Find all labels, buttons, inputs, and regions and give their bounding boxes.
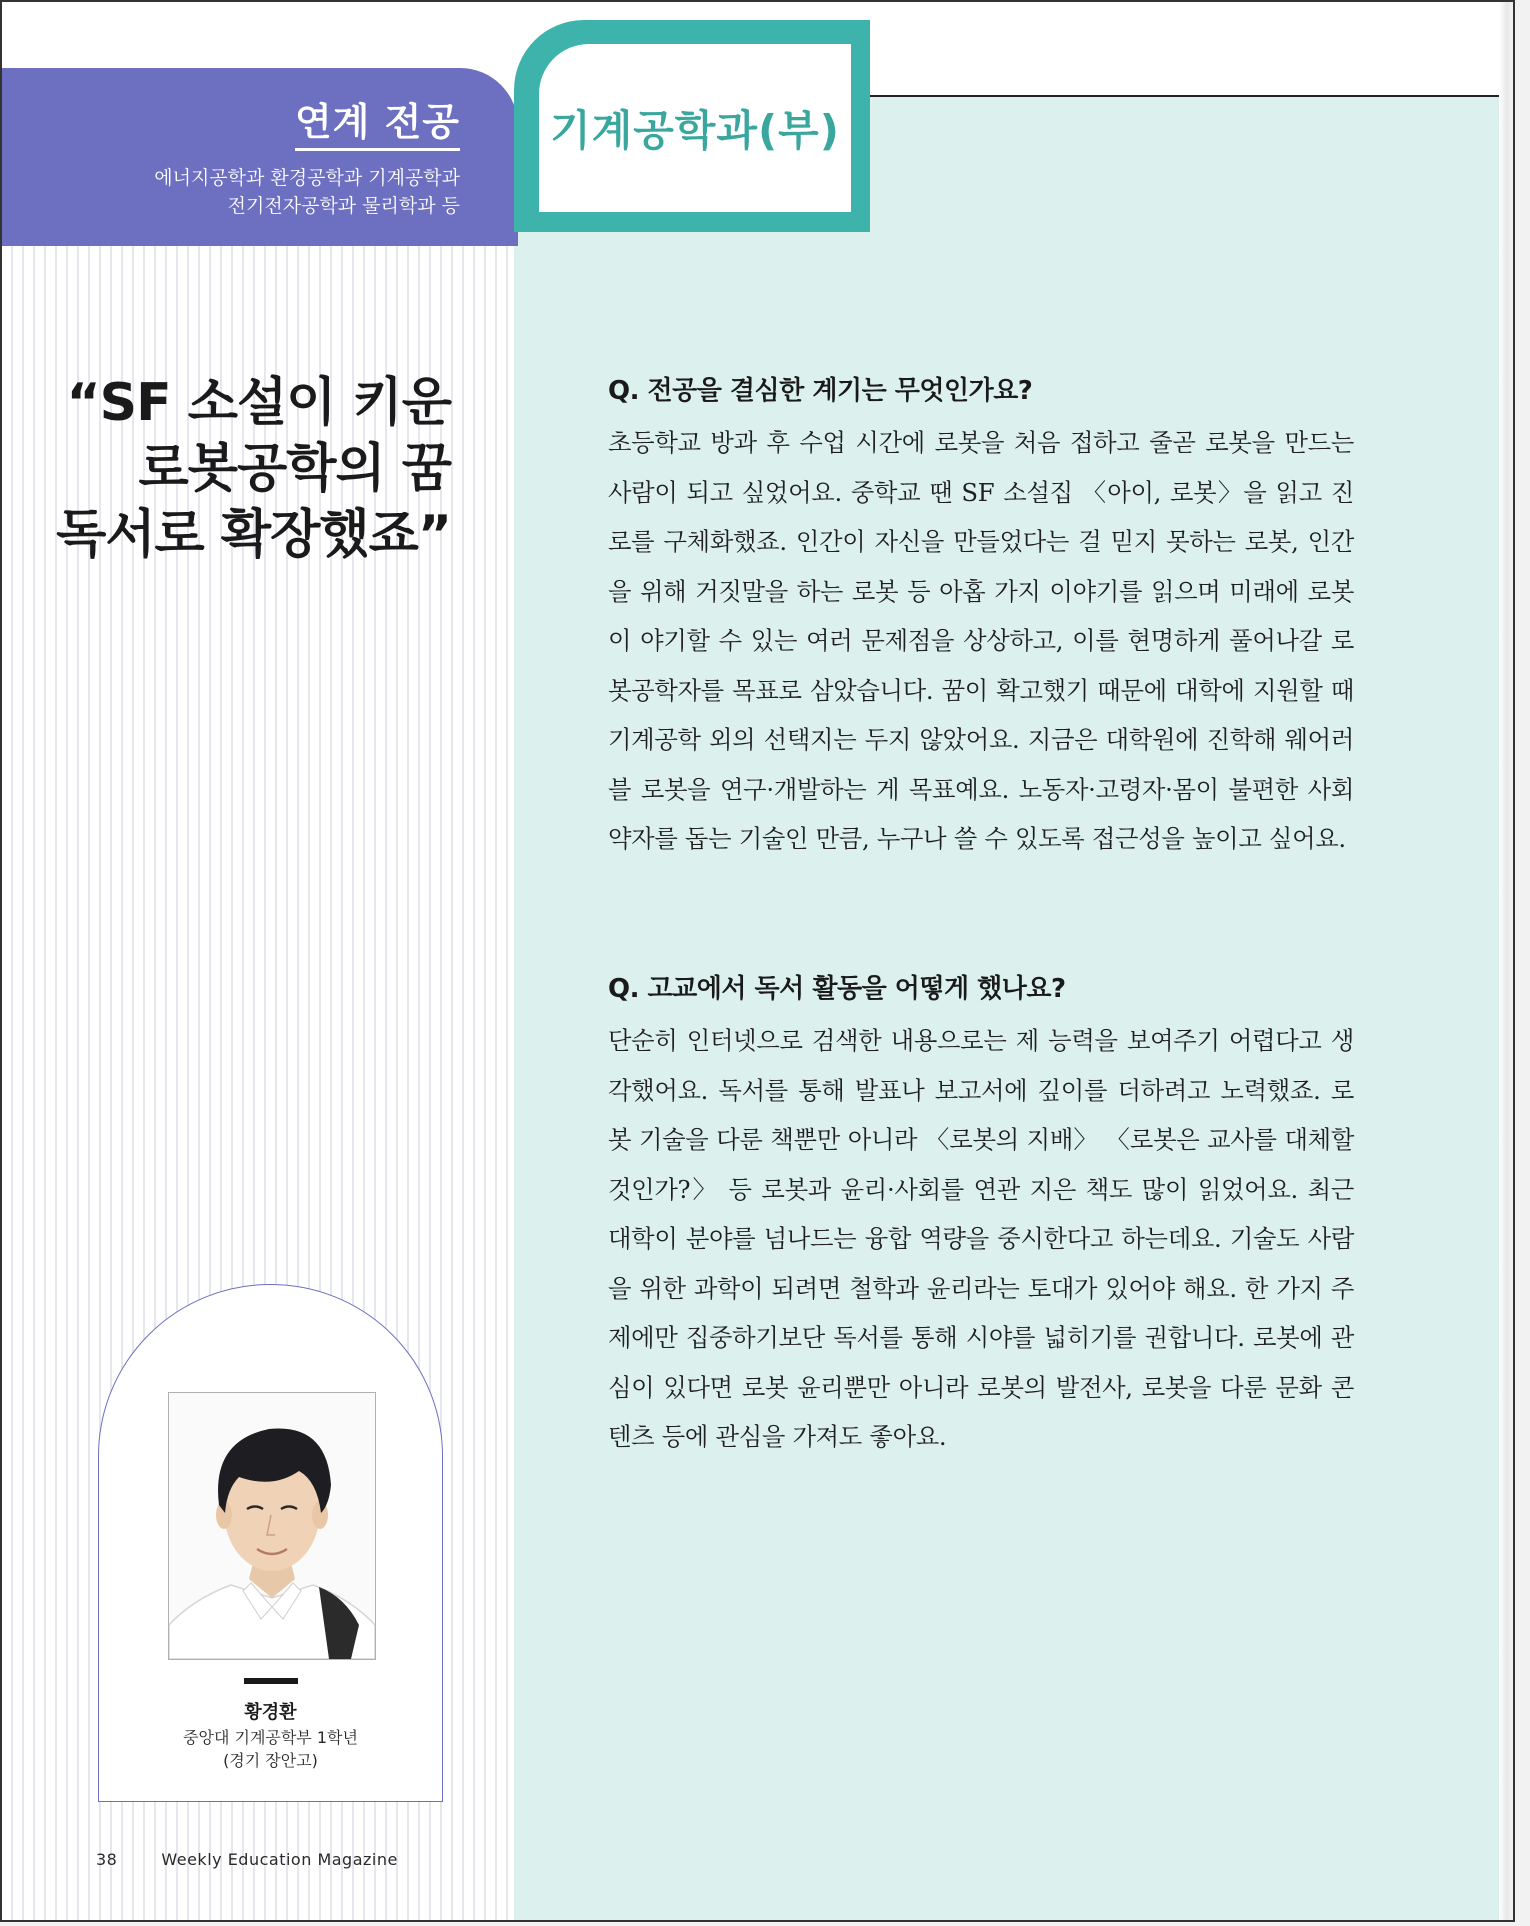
related-majors-list [154, 164, 460, 220]
header-rule [866, 95, 1515, 97]
quote-line: 독서로 확장했죠” [56, 505, 451, 565]
page-edge [1499, 2, 1515, 1922]
person-name: 황경환 [244, 1702, 297, 1723]
person-info [98, 1726, 443, 1772]
name-divider [244, 1678, 298, 1684]
person-school: (경기 장안고) [223, 1751, 318, 1770]
related-majors-line: 전기전자공학과 물리학과 등 [227, 195, 460, 217]
answer-text: 단순히 인터넷으로 검색한 내용으로는 제 능력을 보여주기 어렵다고 생각했어요. 독서를 통해 발표나 보고서에 깊이를 더하려고 노력했죠. 로봇 기술을 다룬 책뿐만 아니라 〈로봇의 지배〉 〈로봇은 교사를 대체할 것인가?〉 등 로봇과 윤리·사회를 연관 지은 책도 많이 읽었어요. 최근 대학이 분야를 넘나드는 융합 역량을 중시한다고 하는데요. 기술도 사람을 위한 과학이 되려면 철학과 윤리라는 토대가 있어야 해요. 한 가지 주제에만 집중하기보단 독서를 통해 시야를 넓히기를 권합니다. 로봇에 관심이 있다면 로봇 윤리뿐만 아니라 로봇의 발전사, 로봇을 다룬 문화 콘텐츠 등에 관심을 가져도 좋아요. [608, 1026, 1354, 1451]
page-footer [96, 1850, 398, 1869]
qa-block [608, 374, 1354, 864]
related-majors-title: 연계 전공 [295, 98, 460, 151]
department-title: 기계공학과(부) [550, 106, 840, 155]
related-majors-band [2, 68, 518, 246]
headline-quote [56, 370, 451, 568]
quote-line: “SF 소설이 키운 [66, 373, 451, 433]
related-majors-line: 에너지공학과 환경공학과 기계공학과 [154, 167, 460, 189]
person-affiliation: 중앙대 기계공학부 1학년 [183, 1728, 358, 1747]
student-photo [168, 1392, 376, 1660]
question-heading: Q. 고교에서 독서 활동을 어떻게 했나요? [608, 974, 1066, 1004]
magazine-name: Weekly Education Magazine [161, 1850, 398, 1869]
student-portrait-illustration [169, 1393, 375, 1659]
page-number: 38 [96, 1850, 118, 1869]
quote-line: 로봇공학의 꿈 [138, 439, 451, 499]
qa-block [608, 972, 1354, 1462]
answer-text: 초등학교 방과 후 수업 시간에 로봇을 처음 접하고 줄곧 로봇을 만드는 사람이 되고 싶었어요. 중학교 땐 SF 소설집 〈아이, 로봇〉을 읽고 진로를 구체화했죠. 인간이 자신을 만들었다는 걸 믿지 못하는 로봇, 인간을 위해 거짓말을 하는 로봇 등 아홉 가지 이야기를 읽으며 미래에 로봇이 야기할 수 있는 여러 문제점을 상상하고, 이를 현명하게 풀어나갈 로봇공학자를 목표로 삼았습니다. 꿈이 확고했기 때문에 대학에 지원할 때 기계공학 외의 선택지는 두지 않았어요. 지금은 대학원에 진학해 웨어러블 로봇을 연구·개발하는 게 목표예요. 노동자·고령자·몸이 불편한 사회 약자를 돕는 기술인 만큼, 누구나 쓸 수 있도록 접근성을 높이고 싶어요. [608, 428, 1354, 853]
question-heading: Q. 전공을 결심한 계기는 무엇인가요? [608, 376, 1033, 406]
